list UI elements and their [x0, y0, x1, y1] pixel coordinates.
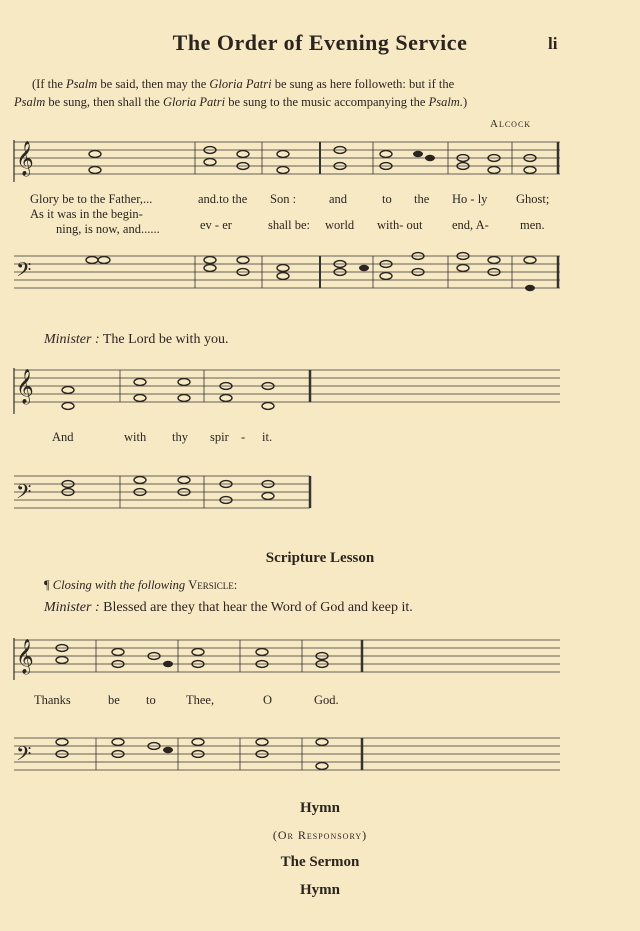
rubric-line-1: (If the Psalm be said, then may the Gloria Patri be sung as here followeth: but if the [32, 77, 455, 91]
lyric: As it was in the begin- [30, 207, 143, 221]
lyric: men. [520, 218, 545, 232]
minister-versicle-2: Minister : Blessed are they that hear the Word of God and keep it. [44, 600, 413, 615]
scripture-lesson-heading: Scripture Lesson [265, 550, 375, 566]
lyric: O [263, 693, 273, 707]
lyric: Ghost; [516, 192, 550, 206]
lyric: to [382, 192, 392, 206]
lyric: Glory be to the Father,... [30, 192, 153, 206]
svg-text:𝄞: 𝄞 [16, 370, 34, 403]
hymn-heading-2: Hymn [299, 882, 340, 898]
svg-text:𝄢: 𝄢 [16, 482, 32, 508]
composer-credit: Alcock [490, 118, 532, 130]
svg-text:𝄢: 𝄢 [16, 744, 32, 770]
lyric: ev - er [200, 218, 232, 232]
lyric: - [241, 430, 246, 444]
response1-bass-staff [0, 472, 640, 518]
responsory-note: (Or Responsory) [272, 828, 368, 842]
lyric: end, A- [452, 218, 489, 232]
minister-versicle-1: Minister : The Lord be with you. [44, 332, 229, 347]
lyric: Son : [270, 192, 297, 206]
lyric: God. [314, 693, 339, 707]
lyric: thy [172, 430, 188, 444]
lyric: to [146, 693, 156, 707]
page-title: The Order of Evening Service [172, 30, 468, 55]
lyric: with- out [377, 218, 423, 232]
lyric: and [329, 192, 348, 206]
lyric: with [124, 430, 147, 444]
page-number: li [548, 34, 558, 53]
gloria-treble-staff [0, 138, 640, 182]
svg-text:𝄞: 𝄞 [16, 640, 34, 673]
lyric: be [108, 693, 120, 707]
svg-text:𝄞: 𝄞 [16, 142, 34, 175]
lyric: And [52, 430, 74, 444]
lyric: it. [262, 430, 273, 444]
lyric: shall be: [268, 218, 311, 232]
lyric: and.to the [198, 192, 248, 206]
gloria-bass-staff [0, 250, 640, 302]
lyric: world [325, 218, 355, 232]
sermon-heading: The Sermon [280, 854, 360, 870]
lyric: Thee, [186, 693, 215, 707]
lyric: ning, is now, and...... [56, 222, 160, 236]
lyric: Thanks [34, 693, 71, 707]
response1-treble-staff [0, 366, 640, 414]
response2-bass-staff [0, 734, 640, 778]
hymn-heading-1: Hymn [299, 800, 340, 816]
rubric-line-2: Psalm be sung, then shall the Gloria Patri be sung to the music accompanying the Psalm.) [14, 95, 468, 109]
lyric: Ho - ly [452, 192, 488, 206]
lyric: the [414, 192, 430, 206]
svg-text:𝄢: 𝄢 [16, 260, 32, 286]
lyric: spir [210, 430, 229, 444]
response2-treble-staff [0, 636, 640, 680]
lesson-rubric: ¶ Closing with the following Versicle: [44, 578, 238, 592]
